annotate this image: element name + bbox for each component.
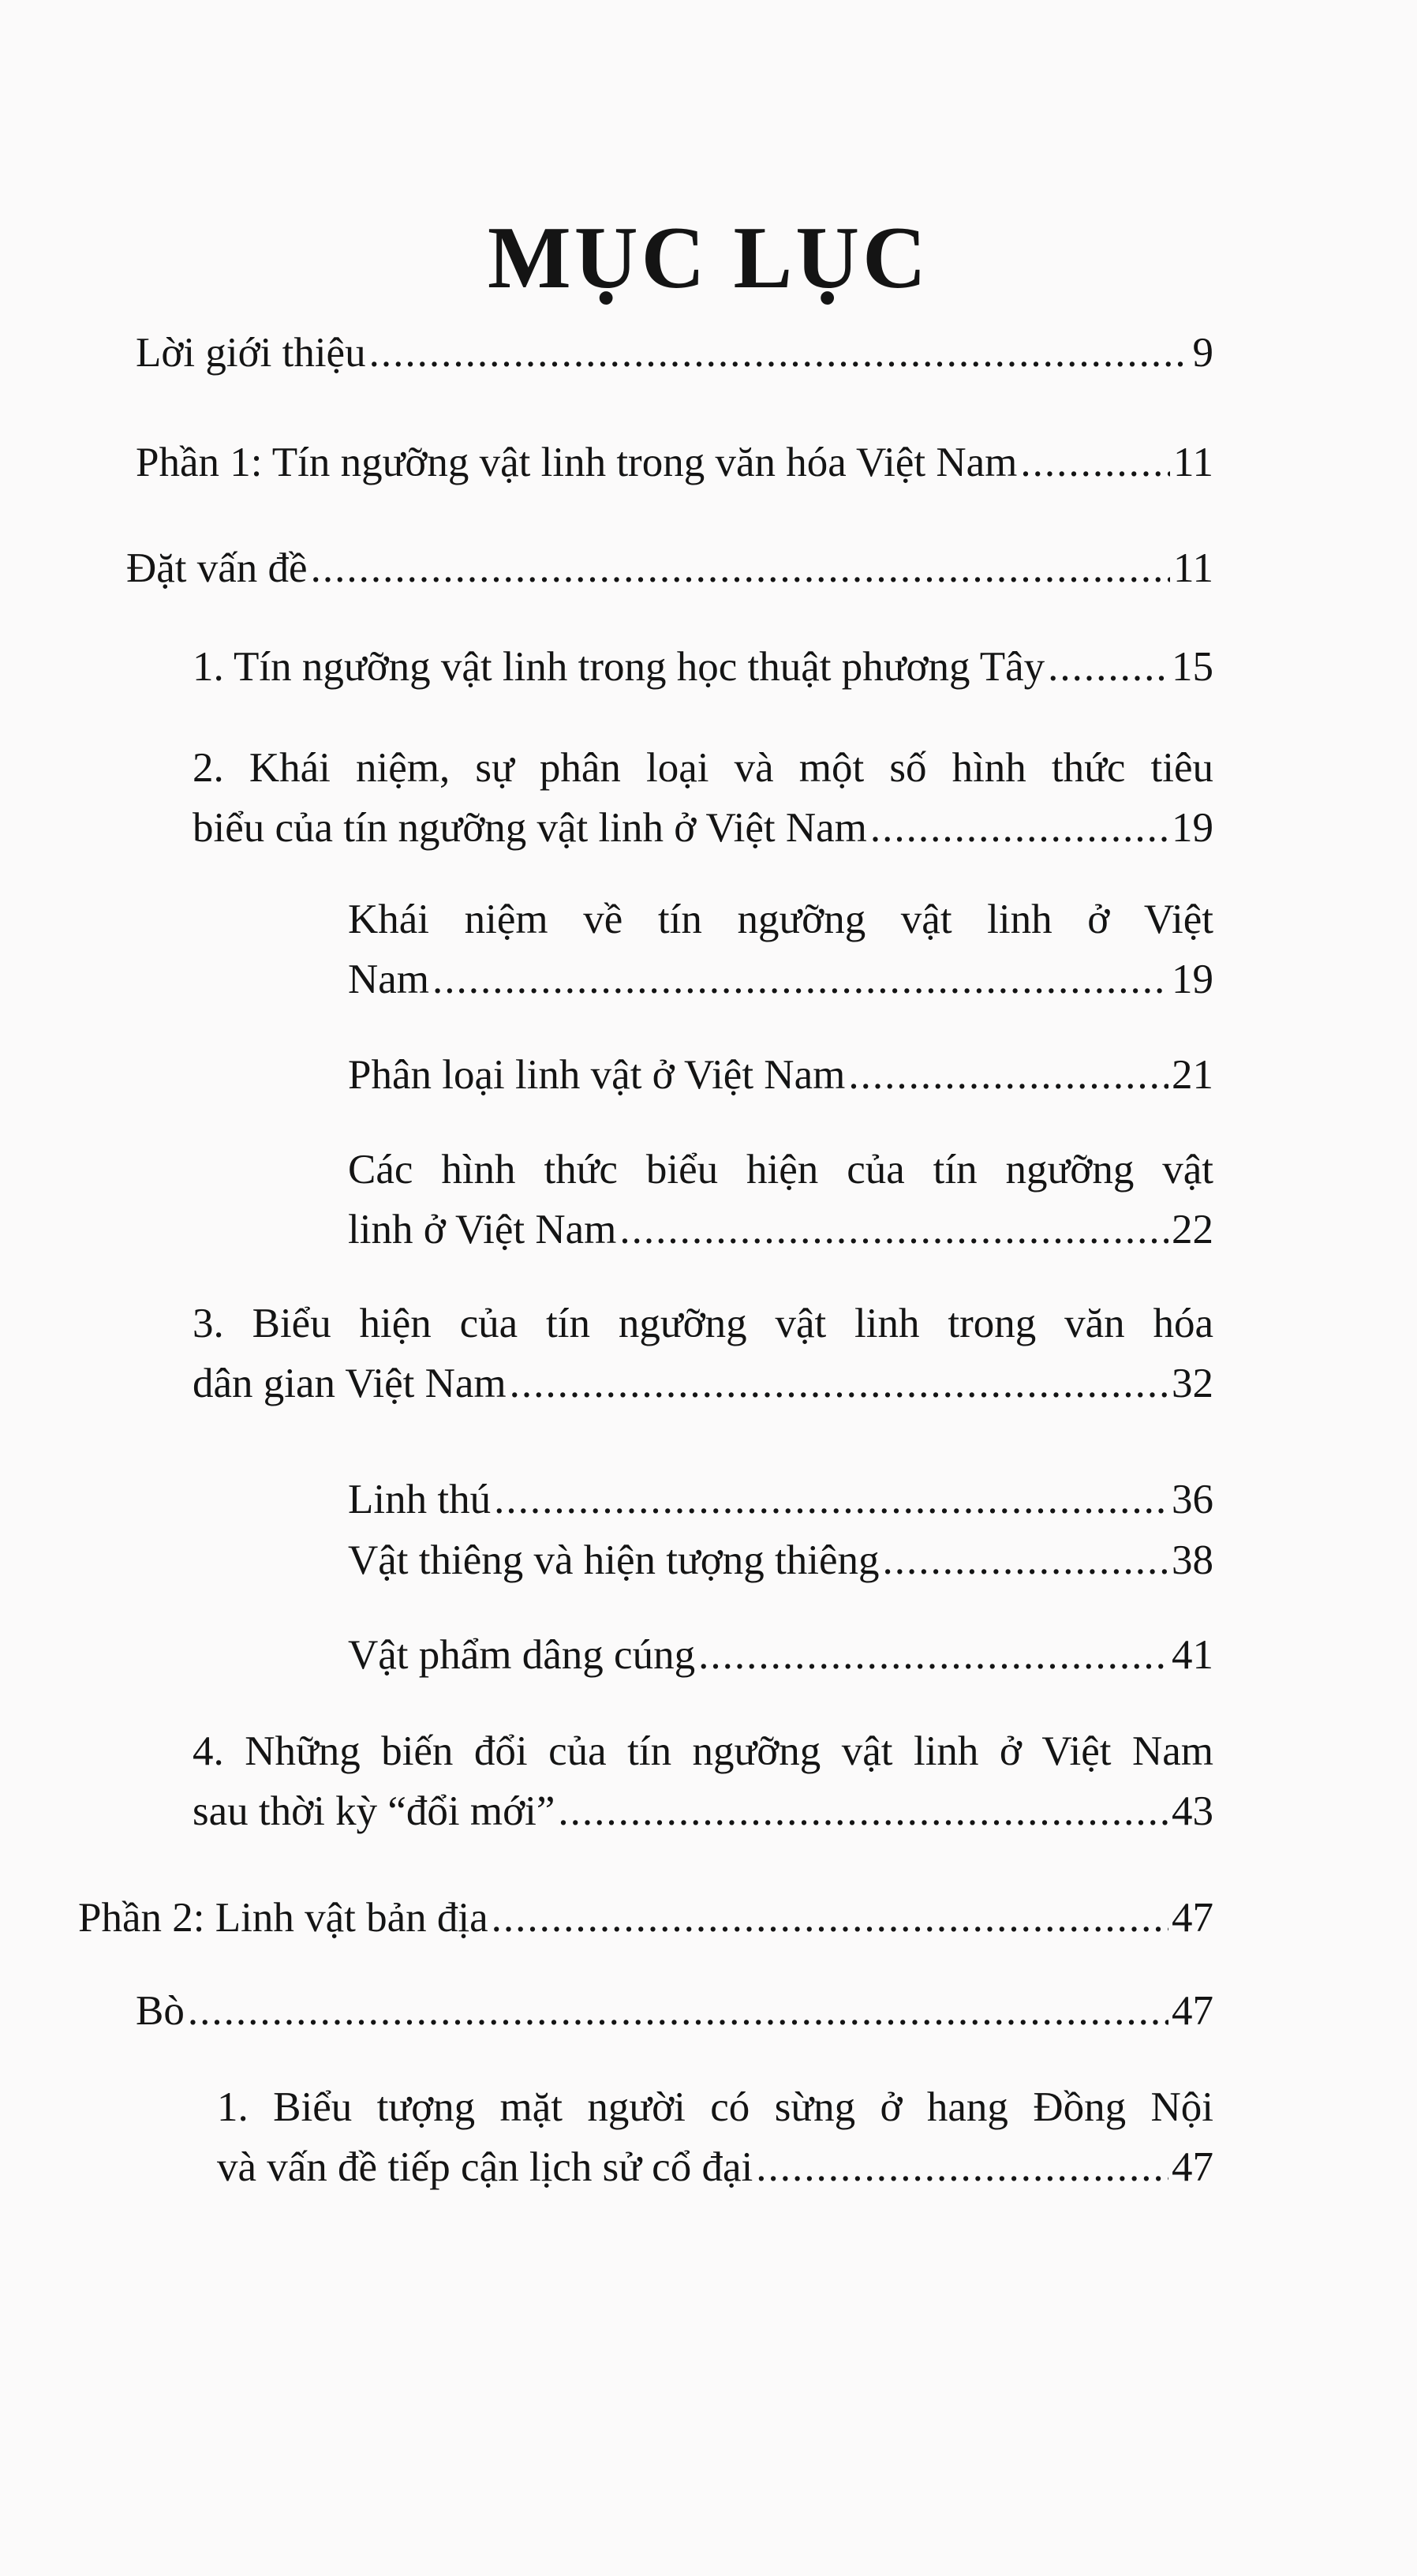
toc-entry-last-line — [136, 1981, 1213, 2041]
toc-entry-text: biểu của tín ngưỡng vật linh ở Việt Nam — [193, 805, 867, 851]
toc-entry — [136, 1981, 1213, 2041]
toc-entry-text: dân gian Việt Nam — [193, 1361, 507, 1406]
toc-entry-last-line — [136, 432, 1213, 492]
page-number: 15 — [1172, 644, 1213, 690]
toc-entry-text: Phần 2: Linh vật bản địa — [78, 1895, 488, 1941]
dot-leader — [698, 1625, 1168, 1685]
toc-entry — [193, 637, 1213, 697]
toc-entry-text: 1. Biểu tượng mặt người có sừng ở hang Đồng Nội — [217, 2084, 1213, 2130]
toc-entry-text: Lời giới thiệu — [136, 330, 366, 376]
toc-entry — [348, 1470, 1213, 1530]
toc-entry — [136, 432, 1213, 492]
toc-entry-text: Các hình thức biểu hiện của tín ngưỡng vật — [348, 1147, 1213, 1193]
toc-entry-text: Nam — [348, 957, 430, 1002]
page-number: 11 — [1172, 545, 1213, 591]
dot-leader — [494, 1470, 1168, 1530]
dot-leader — [510, 1354, 1168, 1413]
dot-leader — [1048, 637, 1168, 697]
toc-entry-last-line — [348, 1625, 1213, 1685]
toc-entry-last-line — [217, 2137, 1213, 2197]
dot-leader — [870, 798, 1168, 858]
toc-entry-last-line — [193, 637, 1213, 697]
toc-entry-text: 4. Những biến đổi của tín ngưỡng vật linh ở Việt Nam — [193, 1728, 1213, 1774]
page-number: 47 — [1172, 2144, 1213, 2190]
toc-entry-last-line — [193, 1354, 1213, 1413]
toc-entry-last-line — [348, 1045, 1213, 1105]
dot-leader — [492, 1888, 1168, 1948]
dot-leader — [619, 1200, 1168, 1260]
toc-entry-last-line — [126, 538, 1213, 598]
toc-entry-last-line — [136, 323, 1213, 383]
dot-leader — [432, 949, 1168, 1009]
page-number: 32 — [1172, 1361, 1213, 1406]
toc-entry-text: linh ở Việt Nam — [348, 1207, 617, 1252]
toc-entry — [217, 2077, 1213, 2197]
toc-entry-last-line — [193, 1781, 1213, 1841]
page-number: 47 — [1172, 1988, 1213, 2034]
toc-entry — [348, 1140, 1213, 1260]
toc-entry-text: Phân loại linh vật ở Việt Nam — [348, 1052, 846, 1098]
toc-entry — [348, 889, 1213, 1009]
toc-entry — [193, 738, 1213, 858]
toc-entry — [136, 323, 1213, 383]
page-number: 22 — [1172, 1207, 1213, 1252]
page-number: 36 — [1172, 1477, 1213, 1522]
toc-entry — [126, 538, 1213, 598]
page-number: 47 — [1172, 1895, 1213, 1941]
page-number: 11 — [1172, 440, 1213, 485]
page-number: 9 — [1192, 330, 1213, 376]
toc-entry-text: Bò — [136, 1988, 185, 2034]
toc-entry-text: Phần 1: Tín ngưỡng vật linh trong văn hóa Việt Nam — [136, 440, 1018, 485]
dot-leader — [558, 1781, 1168, 1841]
toc-entry — [348, 1045, 1213, 1105]
dot-leader — [848, 1045, 1168, 1105]
toc-entry-text: Vật phẩm dâng cúng — [348, 1632, 696, 1678]
page-number: 21 — [1172, 1052, 1213, 1098]
toc-entry-text: 3. Biểu hiện của tín ngưỡng vật linh trong văn hóa — [193, 1301, 1213, 1346]
toc-entry — [193, 1294, 1213, 1413]
toc-entry-text: Đặt vấn đề — [126, 545, 308, 591]
toc-entry — [78, 1888, 1213, 1948]
toc-entry-last-line — [348, 1470, 1213, 1530]
dot-leader — [188, 1981, 1168, 2041]
dot-leader — [882, 1530, 1168, 1590]
toc-entry — [348, 1530, 1213, 1590]
page-number: 41 — [1172, 1632, 1213, 1678]
toc-entry — [193, 1721, 1213, 1841]
page-title: MỤC LỤC — [488, 209, 929, 307]
page-number: 19 — [1172, 957, 1213, 1002]
toc-entry-last-line — [348, 949, 1213, 1009]
dot-leader — [369, 323, 1190, 383]
toc-entry-text: Vật thiêng và hiện tượng thiêng — [348, 1537, 880, 1583]
dot-leader — [756, 2137, 1168, 2197]
toc-entry — [348, 1625, 1213, 1685]
page-number: 19 — [1172, 805, 1213, 851]
toc-entry-last-line — [348, 1530, 1213, 1590]
page-number: 38 — [1172, 1537, 1213, 1583]
toc-entry-text: và vấn đề tiếp cận lịch sử cổ đại — [217, 2144, 753, 2190]
toc-entry-text: Khái niệm về tín ngưỡng vật linh ở Việt — [348, 897, 1213, 942]
toc-entry-text: 2. Khái niệm, sự phân loại và một số hình thức tiêu — [193, 745, 1213, 791]
toc-entry-last-line — [78, 1888, 1213, 1948]
toc-entry-last-line — [348, 1200, 1213, 1260]
toc-entry-last-line — [193, 798, 1213, 858]
toc-entry-text: 1. Tín ngưỡng vật linh trong học thuật phương Tây — [193, 644, 1045, 690]
page-number: 43 — [1172, 1788, 1213, 1834]
toc-entry-text: sau thời kỳ “đổi mới” — [193, 1788, 555, 1834]
dot-leader — [1020, 432, 1170, 492]
toc-entry-text: Linh thú — [348, 1477, 492, 1522]
dot-leader — [311, 538, 1170, 598]
